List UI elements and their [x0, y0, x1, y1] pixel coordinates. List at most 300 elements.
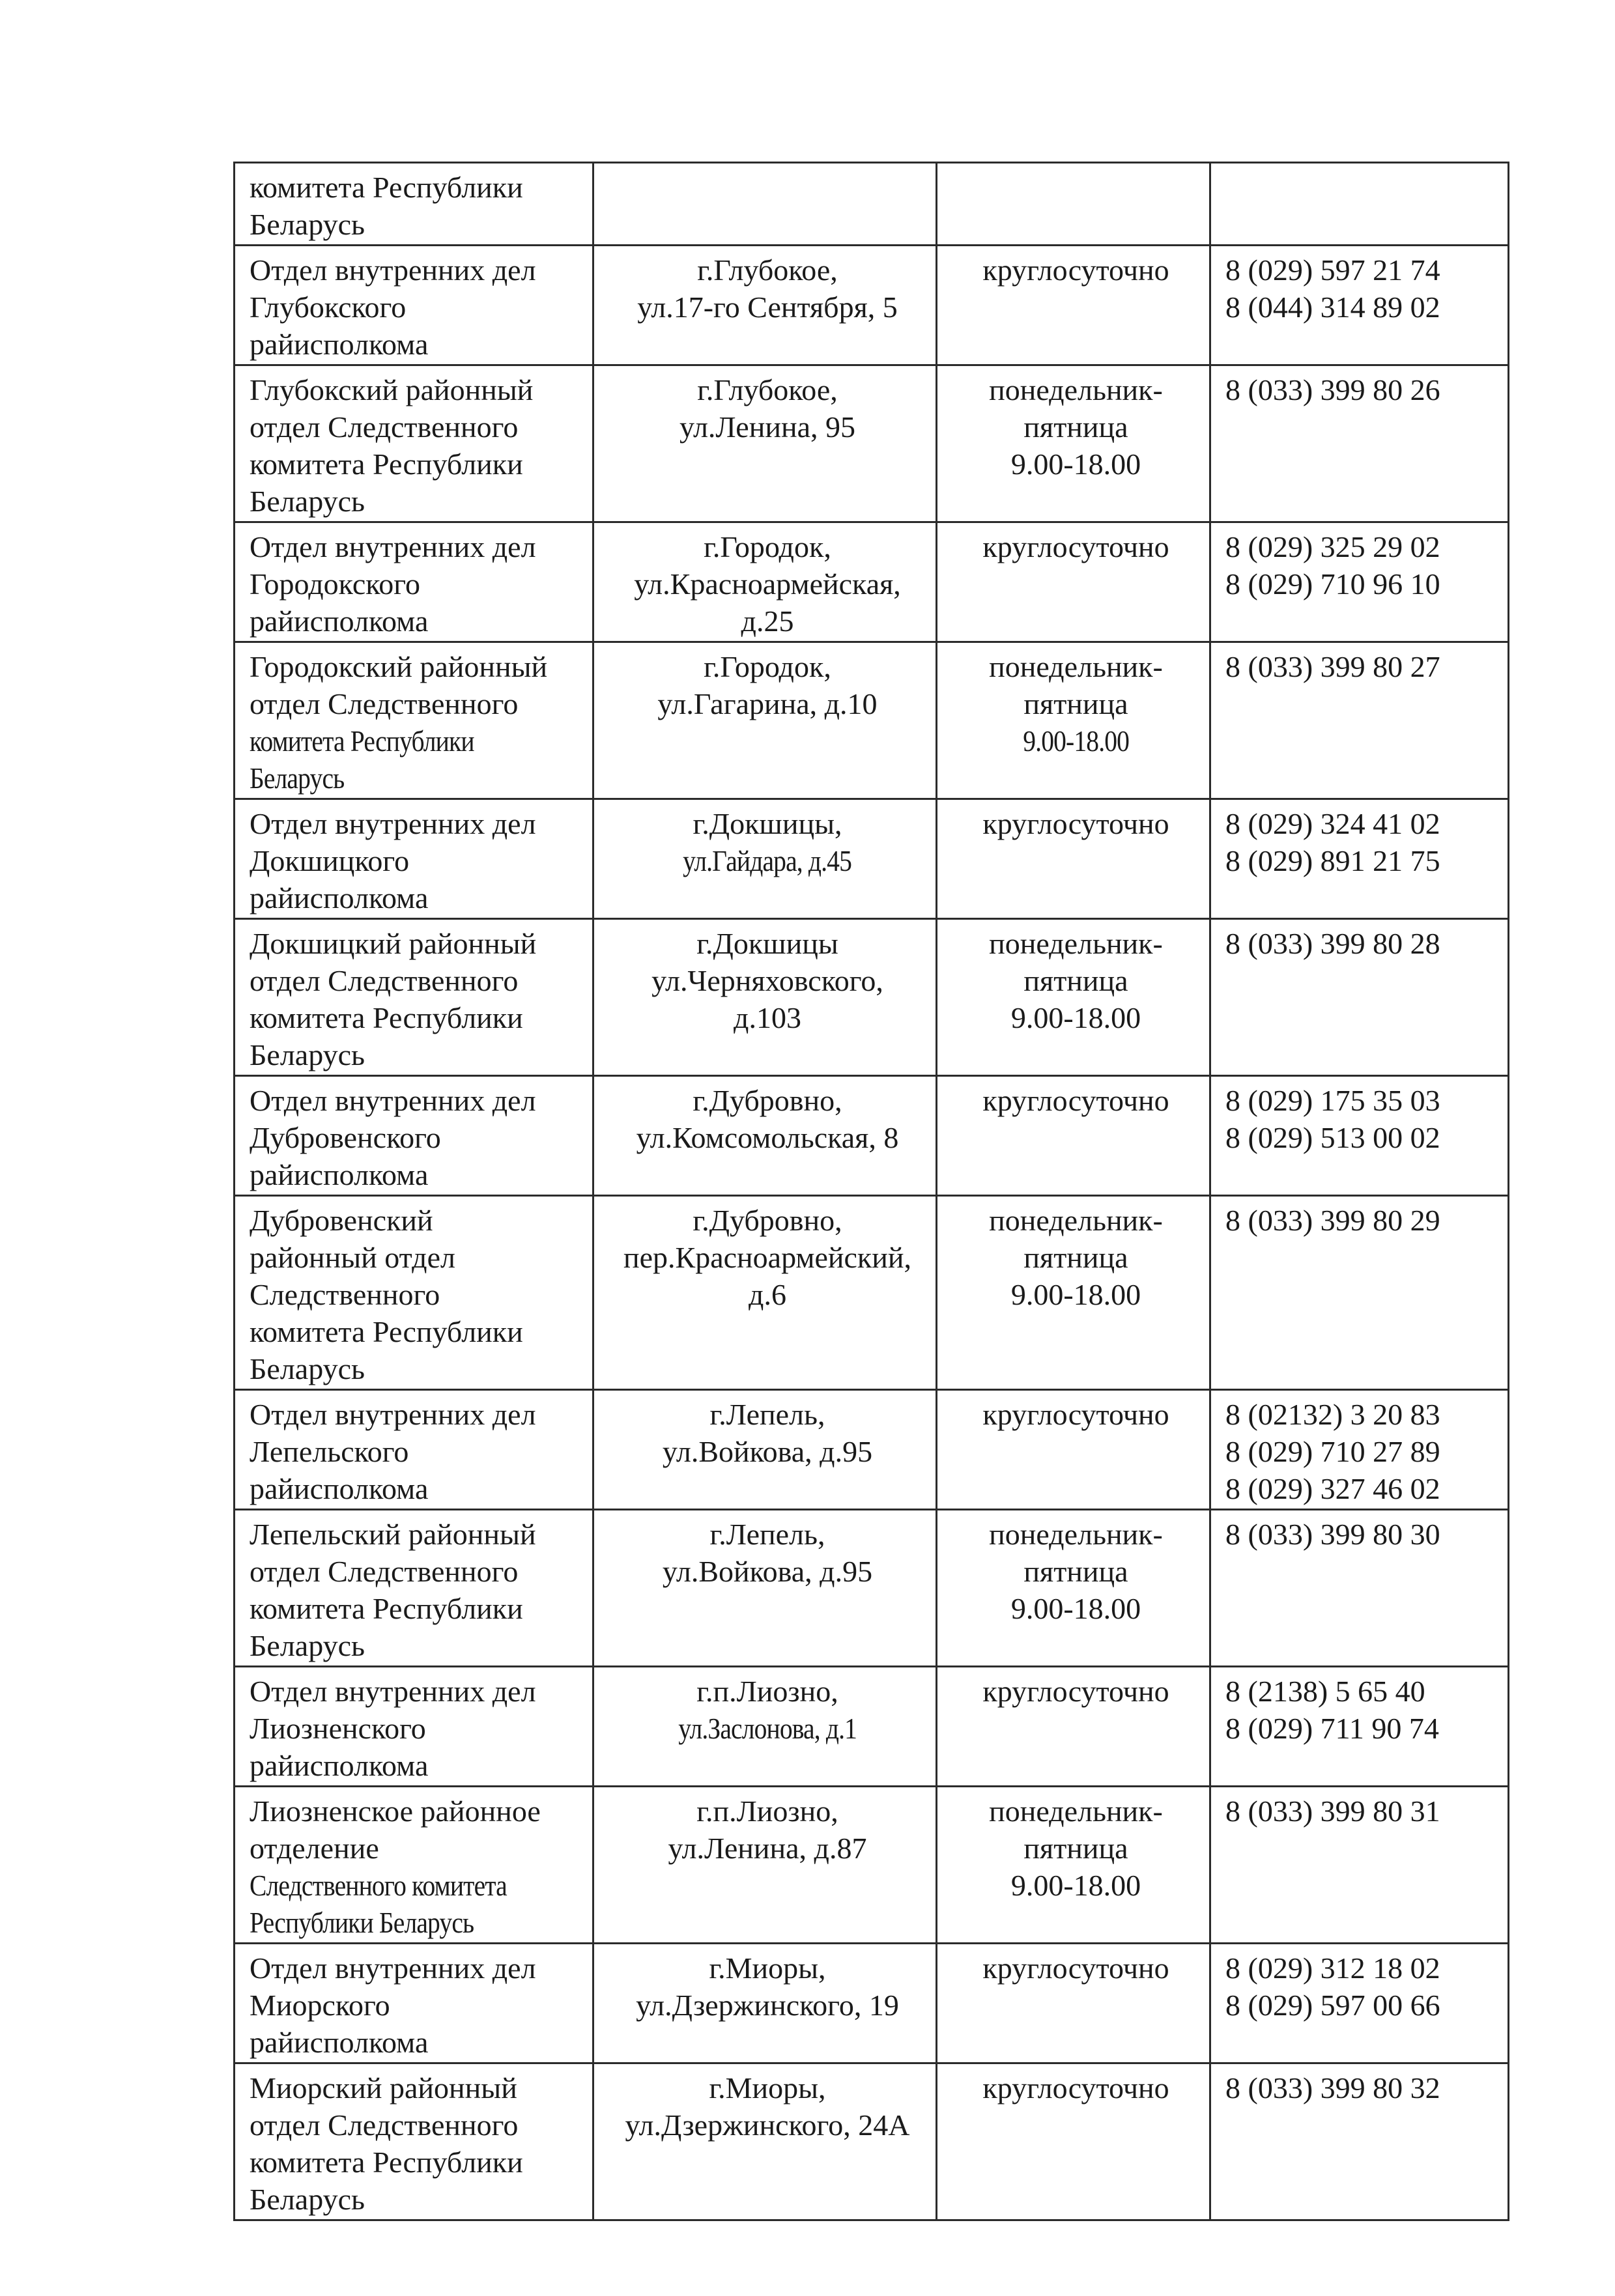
- phone-cell: [1210, 1390, 1509, 1510]
- address-cell: [593, 246, 937, 365]
- phone-number: [1225, 1673, 1498, 1710]
- address-line-text: д.25: [741, 604, 794, 638]
- contacts-table-body: [235, 163, 1509, 2220]
- address-line: [608, 1433, 926, 1470]
- hours-line: [952, 2069, 1200, 2106]
- organization-line: [250, 842, 583, 879]
- address-line-text: ул.Дзержинского, 24А: [625, 2108, 910, 2142]
- address-line-text: ул.Черняховского,: [651, 964, 883, 997]
- organization-line: [250, 251, 583, 289]
- organization-line: [250, 1830, 583, 1867]
- hours-line-text: понедельник-: [989, 1518, 1163, 1551]
- organization-line-text: комитета Республики: [250, 724, 474, 758]
- phone-cell: [1210, 522, 1509, 642]
- phone-cell: [1210, 365, 1509, 522]
- phone-number: [1225, 1433, 1498, 1470]
- organization-line: [250, 1793, 583, 1830]
- table-row: [235, 1510, 1509, 1667]
- hours-line: [952, 1396, 1200, 1433]
- hours-line: [952, 648, 1200, 685]
- hours-line-text: 9.00-18.00: [1023, 724, 1129, 758]
- address-line: [608, 565, 926, 602]
- phone-cell: [1210, 919, 1509, 1076]
- address-cell: [593, 642, 937, 799]
- address-cell: [593, 163, 937, 246]
- organization-line-text: Отдел внутренних дел: [250, 807, 536, 840]
- address-line-text: г.Дубровно,: [693, 1084, 842, 1117]
- address-line-text: г.Докшицы: [696, 927, 838, 960]
- address-line: [608, 289, 926, 326]
- organization-line-text: райисполкома: [250, 881, 429, 914]
- organization-line: [250, 648, 583, 685]
- hours-line-text: круглосуточно: [982, 807, 1169, 840]
- organization-line-text: Лиозненское районное: [250, 1794, 541, 1828]
- organization-line: [250, 925, 583, 962]
- address-line: [608, 925, 926, 962]
- address-cell: [593, 522, 937, 642]
- organization-cell: [235, 522, 593, 642]
- organization-line-text: райисполкома: [250, 1749, 429, 1782]
- organization-line-text: Отдел внутренних дел: [250, 1675, 536, 1708]
- address-line: [608, 1396, 926, 1433]
- contacts-table: [233, 162, 1509, 2221]
- organization-line: [250, 1433, 583, 1470]
- hours-line-text: круглосуточно: [982, 1951, 1169, 1985]
- phone-number-text: 8 (033) 399 80 30: [1225, 1518, 1440, 1551]
- hours-line: [952, 1590, 1200, 1627]
- organization-line-text: райисполкома: [250, 604, 429, 638]
- organization-line-text: Докшицкого: [250, 844, 410, 877]
- address-line: [608, 999, 926, 1036]
- organization-line: [250, 1082, 583, 1119]
- address-line: [608, 1710, 926, 1747]
- address-line: [608, 962, 926, 999]
- organization-line: [250, 722, 583, 759]
- phone-number: [1225, 565, 1498, 602]
- address-line: [608, 1553, 926, 1590]
- phone-number-text: 8 (033) 399 80 29: [1225, 1204, 1440, 1237]
- organization-line: [250, 1867, 583, 1904]
- hours-line: [952, 446, 1200, 483]
- phone-number-text: 8 (029) 597 00 66: [1225, 1989, 1440, 2022]
- phone-cell: [1210, 1510, 1509, 1667]
- hours-cell: [937, 2063, 1210, 2220]
- phone-number-text: 8 (033) 399 80 31: [1225, 1794, 1440, 1828]
- organization-cell: [235, 1944, 593, 2063]
- organization-line-text: Лепельского: [250, 1435, 409, 1468]
- organization-line-text: отдел Следственного: [250, 1555, 519, 1588]
- address-line-text: г.Миоры,: [709, 2071, 826, 2105]
- organization-line-text: Беларусь: [250, 1629, 365, 1662]
- organization-line-text: Докшицкий районный: [250, 927, 537, 960]
- hours-line: [952, 1082, 1200, 1119]
- phone-number: [1225, 1119, 1498, 1156]
- organization-line: [250, 1036, 583, 1073]
- phone-number: [1225, 805, 1498, 842]
- phone-cell: [1210, 1196, 1509, 1390]
- address-line-text: д.6: [749, 1278, 786, 1311]
- address-line-text: г.Докшицы,: [693, 807, 842, 840]
- table-row: [235, 1667, 1509, 1787]
- organization-line-text: Республики Беларусь: [250, 1906, 474, 1939]
- phone-number: [1225, 289, 1498, 326]
- organization-cell: [235, 799, 593, 919]
- hours-line-text: пятница: [1023, 410, 1128, 444]
- table-row: [235, 365, 1509, 522]
- phone-number-text: 8 (02132) 3 20 83: [1225, 1398, 1440, 1431]
- address-line-text: ул.Войкова, д.95: [662, 1435, 873, 1468]
- organization-line-text: отделение: [250, 1832, 379, 1865]
- hours-line-text: пятница: [1023, 1241, 1128, 1274]
- organization-line-text: Отдел внутренних дел: [250, 1951, 536, 1985]
- organization-cell: [235, 1510, 593, 1667]
- organization-line-text: Дубровенский: [250, 1204, 433, 1237]
- phone-number-text: 8 (029) 325 29 02: [1225, 530, 1440, 563]
- table-row: [235, 1076, 1509, 1196]
- address-cell: [593, 2063, 937, 2220]
- address-line: [608, 685, 926, 722]
- address-line-text: ул.Комсомольская, 8: [636, 1121, 899, 1154]
- hours-line: [952, 1673, 1200, 1710]
- organization-line-text: Лиозненского: [250, 1712, 426, 1745]
- hours-line-text: круглосуточно: [982, 1675, 1169, 1708]
- table-row: [235, 1787, 1509, 1944]
- hours-cell: [937, 1944, 1210, 2063]
- organization-line-text: Миорского: [250, 1989, 390, 2022]
- organization-cell: [235, 1787, 593, 1944]
- address-line-text: г.Дубровно,: [693, 1204, 842, 1237]
- organization-line: [250, 1987, 583, 2024]
- hours-line-text: круглосуточно: [982, 1398, 1169, 1431]
- organization-line: [250, 999, 583, 1036]
- organization-line-text: отдел Следственного: [250, 410, 519, 444]
- phone-cell: [1210, 1944, 1509, 2063]
- organization-line: [250, 1350, 583, 1387]
- phone-number: [1225, 1082, 1498, 1119]
- hours-line-text: 9.00-18.00: [1010, 1592, 1141, 1625]
- organization-line-text: Миорский районный: [250, 2071, 517, 2105]
- organization-line-text: Дубровенского: [250, 1121, 441, 1154]
- phone-number-text: 8 (029) 710 96 10: [1225, 567, 1440, 601]
- phone-number: [1225, 925, 1498, 962]
- phone-number-text: 8 (029) 710 27 89: [1225, 1435, 1440, 1468]
- table-row: [235, 919, 1509, 1076]
- hours-cell: [937, 1076, 1210, 1196]
- organization-line-text: Беларусь: [250, 1352, 365, 1385]
- organization-line: [250, 2144, 583, 2181]
- phone-cell: [1210, 246, 1509, 365]
- organization-cell: [235, 2063, 593, 2220]
- organization-line: [250, 2024, 583, 2061]
- address-line-text: г.Глубокое,: [697, 373, 838, 406]
- hours-cell: [937, 1510, 1210, 1667]
- phone-number: [1225, 842, 1498, 879]
- address-line: [608, 408, 926, 446]
- phone-cell: [1210, 799, 1509, 919]
- organization-line: [250, 371, 583, 408]
- table-row: [235, 642, 1509, 799]
- organization-cell: [235, 1667, 593, 1787]
- phone-number: [1225, 251, 1498, 289]
- address-cell: [593, 1076, 937, 1196]
- address-line-text: г.Миоры,: [709, 1951, 826, 1985]
- organization-line: [250, 602, 583, 640]
- organization-line: [250, 962, 583, 999]
- organization-line-text: Беларусь: [250, 208, 365, 241]
- address-cell: [593, 799, 937, 919]
- phone-number: [1225, 1470, 1498, 1507]
- phone-number-text: 8 (044) 314 89 02: [1225, 291, 1440, 324]
- phone-number-text: 8 (033) 399 80 27: [1225, 650, 1440, 683]
- hours-line-text: понедельник-: [989, 373, 1163, 406]
- hours-line: [952, 408, 1200, 446]
- organization-line: [250, 2106, 583, 2144]
- organization-line-text: Отдел внутренних дел: [250, 530, 536, 563]
- address-cell: [593, 1944, 937, 2063]
- hours-line-text: понедельник-: [989, 927, 1163, 960]
- organization-line-text: Глубокского: [250, 291, 407, 324]
- address-line-text: г.Лепель,: [709, 1518, 825, 1551]
- address-cell: [593, 1510, 937, 1667]
- organization-line-text: Лепельский районный: [250, 1518, 536, 1551]
- address-line-text: пер.Красноармейский,: [623, 1241, 912, 1274]
- hours-line: [952, 1830, 1200, 1867]
- address-line-text: ул.Гайдара, д.45: [683, 844, 852, 877]
- address-line-text: ул.Дзержинского, 19: [636, 1989, 899, 2022]
- phone-number: [1225, 1710, 1498, 1747]
- hours-line: [952, 925, 1200, 962]
- organization-line-text: комитета Республики: [250, 1001, 523, 1034]
- phone-number-text: 8 (029) 312 18 02: [1225, 1951, 1440, 1985]
- table-row: [235, 522, 1509, 642]
- phone-number: [1225, 1793, 1498, 1830]
- phone-number: [1225, 1396, 1498, 1433]
- organization-line: [250, 805, 583, 842]
- hours-line-text: круглосуточно: [982, 1084, 1169, 1117]
- hours-line-text: пятница: [1023, 964, 1128, 997]
- phone-number-text: 8 (029) 711 90 74: [1225, 1712, 1439, 1745]
- hours-cell: [937, 365, 1210, 522]
- organization-line: [250, 1904, 583, 1941]
- organization-line: [250, 446, 583, 483]
- hours-line-text: понедельник-: [989, 650, 1163, 683]
- hours-cell: [937, 642, 1210, 799]
- organization-line: [250, 1396, 583, 1433]
- hours-line: [952, 1202, 1200, 1239]
- organization-line-text: Отдел внутренних дел: [250, 253, 536, 287]
- organization-cell: [235, 1196, 593, 1390]
- phone-number-text: 8 (029) 891 21 75: [1225, 844, 1440, 877]
- hours-line: [952, 1239, 1200, 1276]
- address-line-text: г.Городок,: [704, 530, 831, 563]
- address-line: [608, 251, 926, 289]
- hours-line-text: понедельник-: [989, 1794, 1163, 1828]
- organization-line-text: комитета Республики: [250, 2146, 523, 2179]
- phone-cell: [1210, 2063, 1509, 2220]
- organization-line: [250, 206, 583, 243]
- address-line: [608, 1949, 926, 1987]
- phone-cell: [1210, 1787, 1509, 1944]
- hours-line-text: круглосуточно: [982, 253, 1169, 287]
- table-row: [235, 246, 1509, 365]
- phone-number: [1225, 371, 1498, 408]
- phone-cell: [1210, 1076, 1509, 1196]
- hours-line: [952, 1553, 1200, 1590]
- address-line: [608, 1202, 926, 1239]
- hours-cell: [937, 1667, 1210, 1787]
- hours-line: [952, 685, 1200, 722]
- address-line: [608, 1082, 926, 1119]
- address-line-text: ул.Красноармейская,: [634, 567, 901, 601]
- organization-line-text: Следственного: [250, 1278, 440, 1311]
- address-line: [608, 842, 926, 879]
- phone-number: [1225, 1949, 1498, 1987]
- hours-line-text: пятница: [1023, 1832, 1128, 1865]
- organization-line-text: райисполкома: [250, 2026, 429, 2059]
- organization-line-text: Отдел внутренних дел: [250, 1398, 536, 1431]
- hours-line: [952, 1516, 1200, 1553]
- organization-line: [250, 1313, 583, 1350]
- hours-line: [952, 1793, 1200, 1830]
- organization-line: [250, 1747, 583, 1784]
- phone-cell: [1210, 1667, 1509, 1787]
- organization-line: [250, 1516, 583, 1553]
- organization-line: [250, 879, 583, 916]
- address-line: [608, 1276, 926, 1313]
- phone-number: [1225, 1202, 1498, 1239]
- organization-line: [250, 1202, 583, 1239]
- organization-line-text: Беларусь: [250, 1038, 365, 1071]
- organization-line: [250, 1673, 583, 1710]
- organization-cell: [235, 919, 593, 1076]
- organization-line: [250, 528, 583, 565]
- hours-cell: [937, 1196, 1210, 1390]
- address-line: [608, 1516, 926, 1553]
- address-line: [608, 648, 926, 685]
- hours-line-text: 9.00-18.00: [1010, 447, 1141, 481]
- address-line-text: ул.17-го Сентября, 5: [637, 291, 898, 324]
- organization-line-text: Городокского: [250, 567, 420, 601]
- hours-line: [952, 999, 1200, 1036]
- organization-line-text: Глубокский районный: [250, 373, 534, 406]
- organization-line: [250, 565, 583, 602]
- organization-line-text: отдел Следственного: [250, 2108, 519, 2142]
- table-row: [235, 1390, 1509, 1510]
- organization-line-text: Беларусь: [250, 485, 365, 518]
- hours-cell: [937, 246, 1210, 365]
- organization-line-text: комитета Республики: [250, 171, 523, 204]
- organization-line: [250, 1949, 583, 1987]
- organization-cell: [235, 163, 593, 246]
- organization-line-text: отдел Следственного: [250, 687, 519, 720]
- address-line-text: г.Глубокое,: [697, 253, 838, 287]
- organization-cell: [235, 246, 593, 365]
- table-row: [235, 1944, 1509, 2063]
- organization-line: [250, 759, 583, 797]
- hours-line: [952, 1949, 1200, 1987]
- address-line-text: д.103: [734, 1001, 801, 1034]
- phone-number: [1225, 2069, 1498, 2106]
- hours-cell: [937, 522, 1210, 642]
- organization-line-text: районный отдел: [250, 1241, 455, 1274]
- phone-cell: [1210, 642, 1509, 799]
- address-line-text: г.Городок,: [704, 650, 831, 683]
- organization-line-text: Беларусь: [250, 2183, 365, 2216]
- address-line: [608, 1239, 926, 1276]
- organization-line-text: отдел Следственного: [250, 964, 519, 997]
- phone-number: [1225, 1516, 1498, 1553]
- organization-line-text: райисполкома: [250, 1472, 429, 1505]
- hours-line: [952, 528, 1200, 565]
- hours-cell: [937, 163, 1210, 246]
- address-line: [608, 1830, 926, 1867]
- phone-number-text: 8 (033) 399 80 26: [1225, 373, 1440, 406]
- organization-line: [250, 169, 583, 206]
- organization-line-text: Следственного комитета: [250, 1869, 507, 1902]
- address-line: [608, 1987, 926, 2024]
- organization-line: [250, 326, 583, 363]
- organization-line: [250, 1119, 583, 1156]
- hours-line-text: круглосуточно: [982, 2071, 1169, 2105]
- hours-cell: [937, 799, 1210, 919]
- organization-line: [250, 289, 583, 326]
- phone-number-text: 8 (029) 597 21 74: [1225, 253, 1440, 287]
- phone-number-text: 8 (033) 399 80 28: [1225, 927, 1440, 960]
- organization-line-text: райисполкома: [250, 328, 429, 361]
- organization-line-text: райисполкома: [250, 1158, 429, 1191]
- address-line: [608, 528, 926, 565]
- phone-cell: [1210, 163, 1509, 246]
- phone-number-text: 8 (029) 175 35 03: [1225, 1084, 1440, 1117]
- address-cell: [593, 1667, 937, 1787]
- address-line-text: ул.Ленина, д.87: [668, 1832, 867, 1865]
- organization-cell: [235, 1076, 593, 1196]
- address-line: [608, 371, 926, 408]
- hours-line-text: 9.00-18.00: [1010, 1869, 1141, 1902]
- table-row: [235, 163, 1509, 246]
- phone-number: [1225, 1987, 1498, 2024]
- hours-line-text: пятница: [1023, 687, 1128, 720]
- address-cell: [593, 1390, 937, 1510]
- address-line-text: г.Лепель,: [709, 1398, 825, 1431]
- organization-line-text: комитета Республики: [250, 447, 523, 481]
- organization-line-text: комитета Республики: [250, 1592, 523, 1625]
- hours-line: [952, 722, 1200, 759]
- address-line-text: ул.Гагарина, д.10: [657, 687, 878, 720]
- organization-line: [250, 1239, 583, 1276]
- address-line: [608, 1119, 926, 1156]
- hours-cell: [937, 1787, 1210, 1944]
- phone-number-text: 8 (029) 327 46 02: [1225, 1472, 1440, 1505]
- address-cell: [593, 1196, 937, 1390]
- organization-line-text: Беларусь: [250, 761, 345, 795]
- organization-line: [250, 1590, 583, 1627]
- organization-line-text: Городокский районный: [250, 650, 548, 683]
- address-cell: [593, 365, 937, 522]
- hours-line-text: 9.00-18.00: [1010, 1001, 1141, 1034]
- table-row: [235, 799, 1509, 919]
- hours-line-text: круглосуточно: [982, 530, 1169, 563]
- organization-cell: [235, 365, 593, 522]
- organization-line: [250, 1276, 583, 1313]
- address-line: [608, 2069, 926, 2106]
- address-line-text: ул.Ленина, 95: [679, 410, 855, 444]
- hours-line-text: понедельник-: [989, 1204, 1163, 1237]
- phone-number: [1225, 648, 1498, 685]
- address-line: [608, 2106, 926, 2144]
- organization-line: [250, 2069, 583, 2106]
- hours-line-text: 9.00-18.00: [1010, 1278, 1141, 1311]
